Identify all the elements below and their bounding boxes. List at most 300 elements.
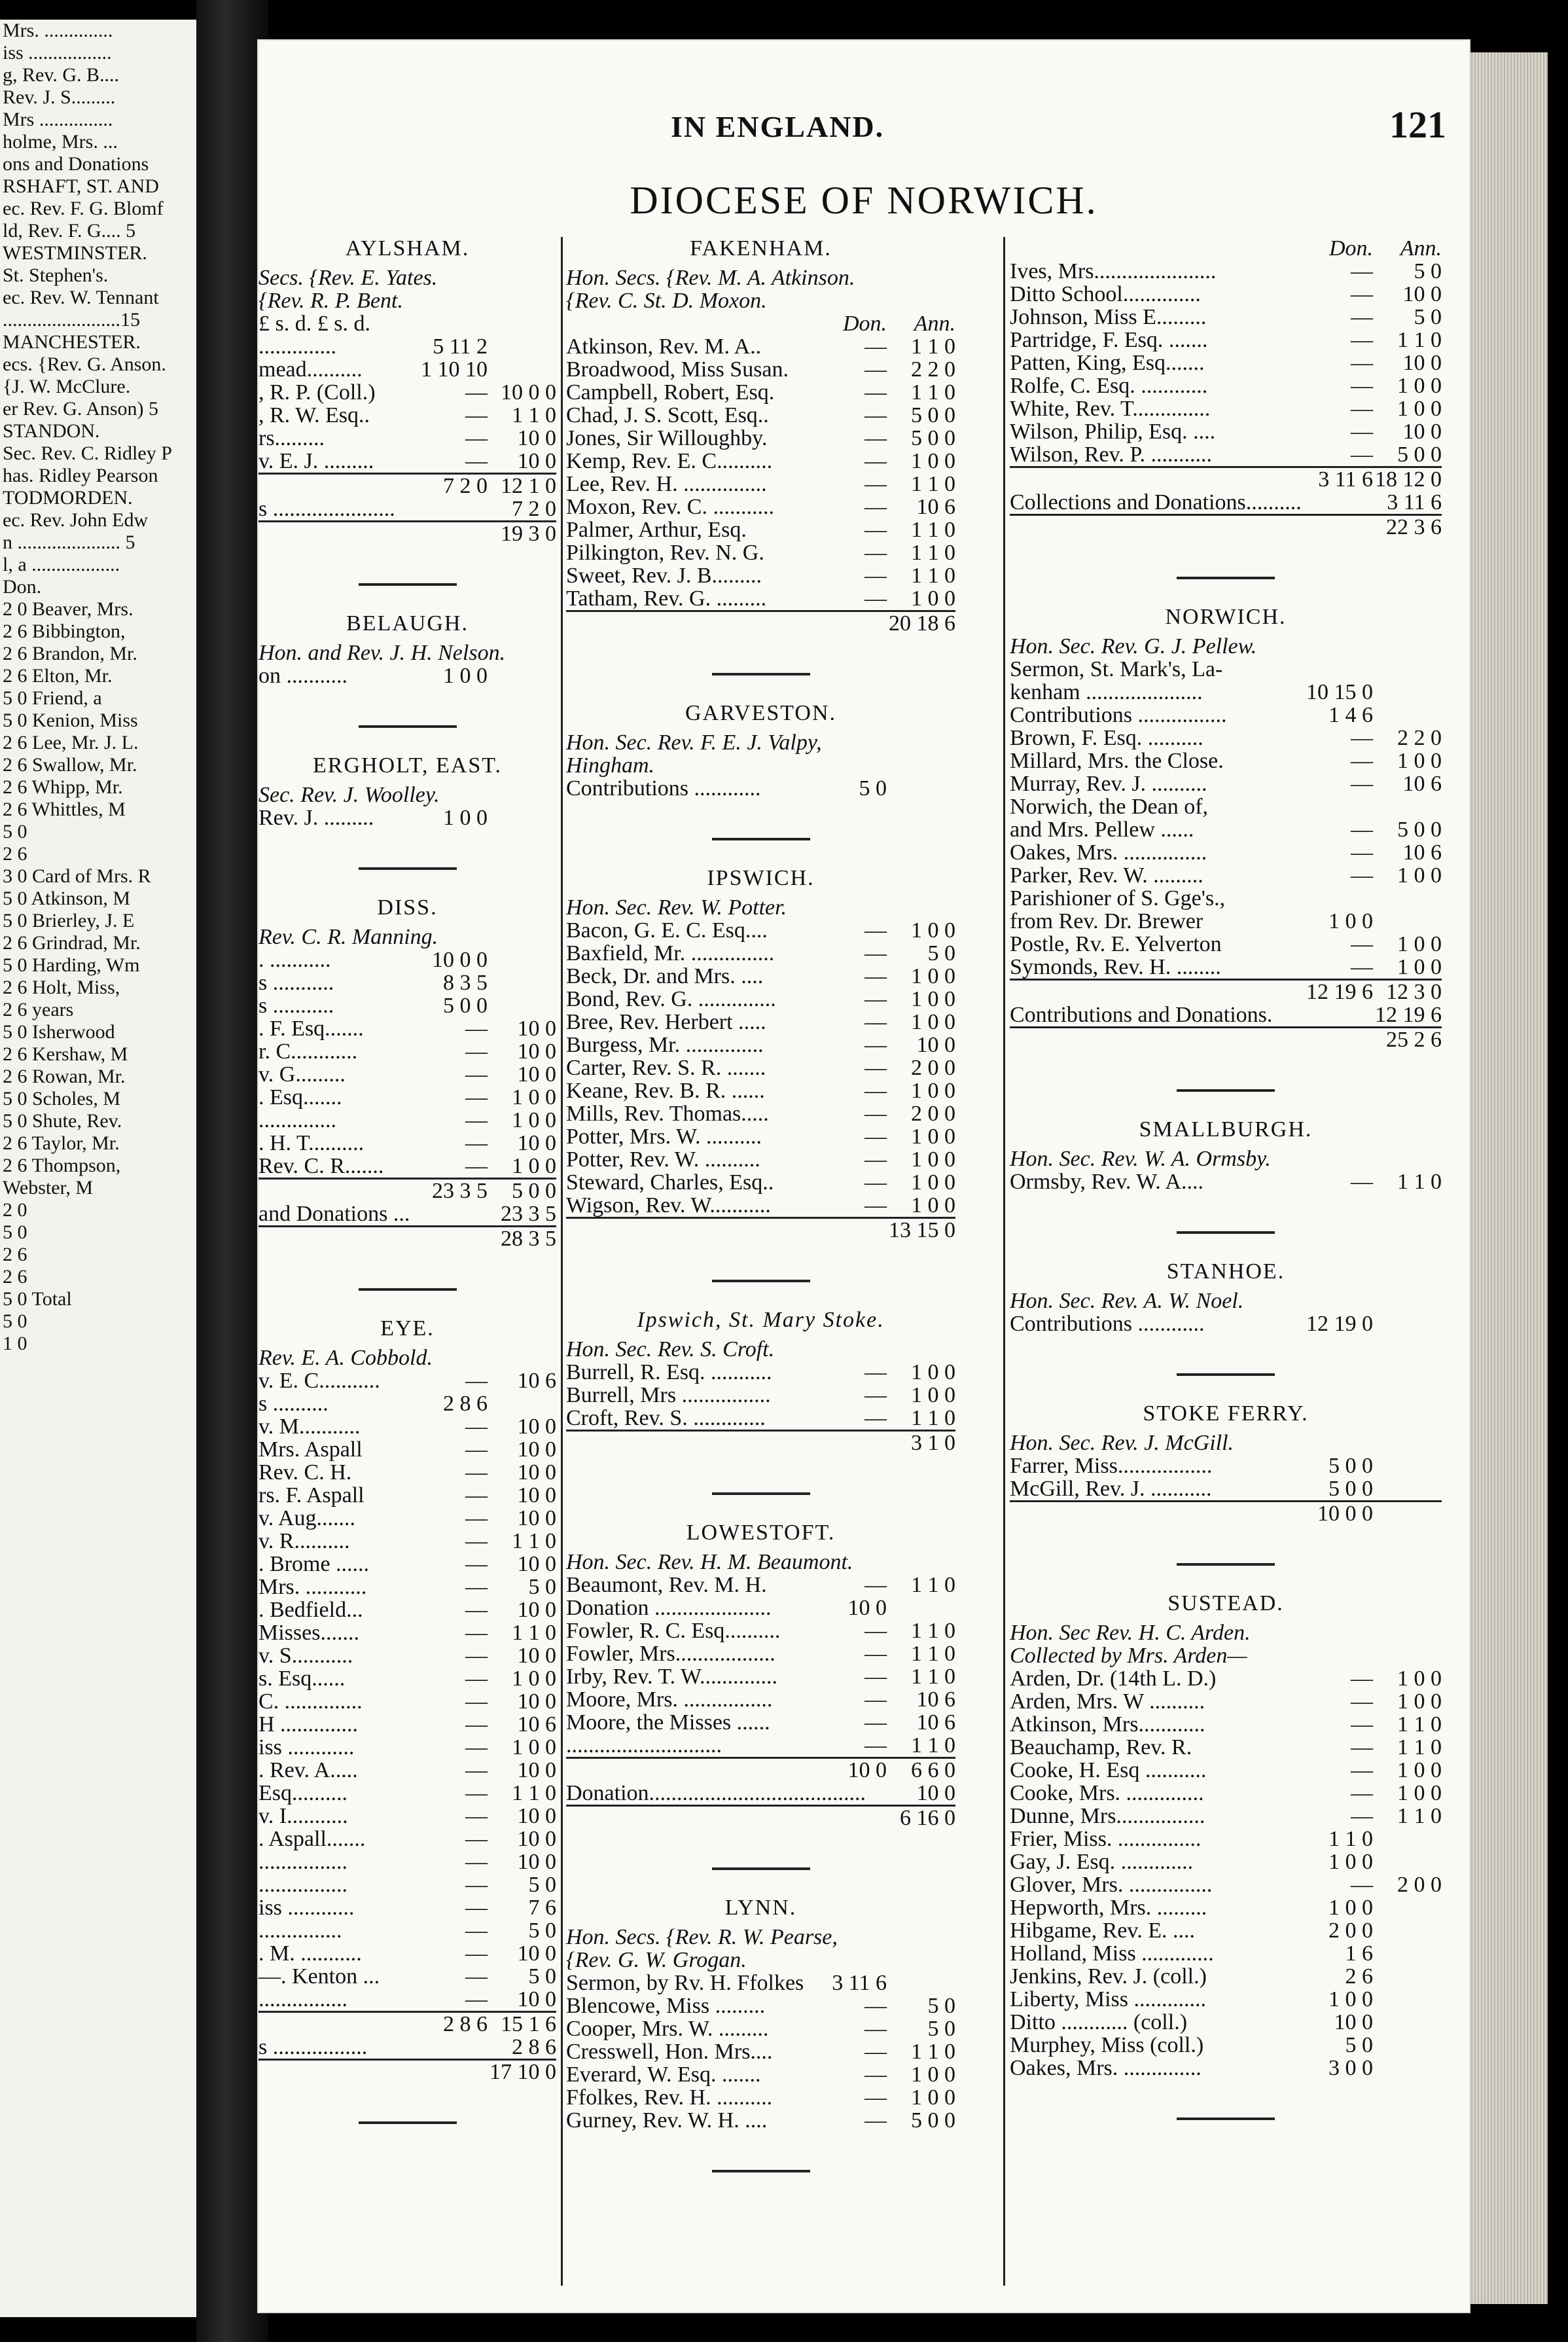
ann-header: Ann.	[1400, 236, 1442, 261]
subscriber-name: . ...........	[258, 948, 331, 972]
donation-value: 1 0 0	[1328, 1896, 1373, 1920]
subscription-row	[566, 2086, 955, 2109]
subscription-row	[258, 1690, 556, 1713]
diocese-title: DIOCESE OF NORWICH.	[630, 179, 1098, 222]
donation-value	[419, 2036, 488, 2059]
annual-value: 1 0 0	[911, 1147, 955, 1172]
subscription-row	[566, 2040, 955, 2063]
section-rule	[359, 1288, 457, 1291]
annual-value	[488, 948, 556, 971]
donation-value: 1 0 0	[1328, 1850, 1373, 1874]
donation-value: —	[864, 987, 887, 1011]
annual-value: 10 0	[517, 1689, 556, 1714]
annual-value: 10 0	[517, 1506, 556, 1530]
subscriber-name: Contributions and Donations.	[1010, 1003, 1273, 1027]
annual-value	[1373, 1896, 1442, 1919]
facing-page-line: 2 6	[3, 1266, 27, 1288]
subscription-row	[566, 1361, 955, 1384]
facing-page-line: holme, Mrs. ...	[3, 131, 118, 153]
annual-value	[1373, 1965, 1442, 1988]
section-rule	[1177, 577, 1275, 579]
annual-value: 10 0	[517, 1039, 556, 1064]
donation-value: —	[1351, 840, 1373, 865]
column-header-row	[1010, 237, 1442, 260]
subscriber-name: £ s. d. £ s. d.	[258, 312, 370, 336]
subscription-row	[1010, 420, 1442, 443]
donation-value: —	[1351, 1712, 1373, 1737]
annual-value: 2 8 6	[512, 2035, 556, 2059]
subscriber-name: r. C............	[258, 1039, 358, 1064]
donation-value: —	[864, 1125, 887, 1149]
annual-value: 23 3 5	[501, 1202, 556, 1226]
subscription-row	[258, 664, 556, 687]
donation-value: 12 19 0	[1306, 1312, 1373, 1336]
subscription-row	[566, 1734, 955, 1757]
honorary-secretary: {Rev. G. W. Grogan.	[566, 1948, 747, 1972]
annual-value	[1373, 1477, 1442, 1500]
column-rule	[1003, 237, 1005, 2286]
donation-value: —	[864, 472, 887, 496]
subscriber-name: Liberty, Miss .............	[1010, 1987, 1207, 2011]
facing-page-line: 2 6 Brandon, Mr.	[3, 643, 137, 664]
annual-value	[488, 312, 556, 335]
subscriber-name: Rolfe, C. Esq. ............	[1010, 374, 1208, 398]
annual-value: 2 0 0	[911, 1056, 955, 1080]
honorary-secretary: Collected by Mrs. Arden—	[1010, 1644, 1247, 1668]
annual-value	[1373, 2011, 1442, 2034]
subscription-row	[566, 965, 955, 988]
facing-page-line: 5 0 Total	[3, 1288, 72, 1310]
subscription-row	[258, 1415, 556, 1438]
parish-title: NORWICH.	[1165, 605, 1287, 629]
subscription-row	[1010, 491, 1442, 514]
subscription-row	[258, 1576, 556, 1598]
donation-value: —	[465, 1154, 488, 1178]
annual-value: 1 0 0	[1397, 1689, 1442, 1714]
subscriber-name	[1010, 1028, 1304, 1051]
donation-value: —	[465, 1131, 488, 1155]
donation-value: —	[465, 1644, 488, 1668]
donation-value	[1304, 887, 1373, 910]
subscription-row	[1010, 283, 1442, 306]
donation-value: 5 0	[859, 776, 887, 801]
subscriber-name: Gay, J. Esq. .............	[1010, 1850, 1194, 1874]
annual-value: 10 0	[517, 1941, 556, 1966]
subscriber-name	[566, 1807, 818, 1829]
donation-value: —	[465, 1598, 488, 1622]
annual-value: 1 1 0	[911, 1642, 955, 1666]
donation-value: 2 8 6	[443, 2012, 488, 2036]
subscriber-name: on ...........	[258, 664, 347, 688]
annual-value: 19 3 0	[501, 522, 556, 546]
section-rule	[359, 2121, 457, 2124]
annual-value: 10 0	[916, 1033, 955, 1057]
subscriber-name: Pilkington, Rev. N. G.	[566, 541, 764, 565]
annual-value: 1 1 0	[512, 1529, 556, 1553]
annual-value: 5 0	[927, 2017, 955, 2041]
donation-value: —	[864, 1573, 887, 1597]
section-rule	[1177, 1089, 1275, 1092]
subscriber-name: ..............	[258, 1108, 336, 1132]
annual-value: 1 1 0	[1397, 1804, 1442, 1828]
subscriber-name: v. Aug.......	[258, 1506, 355, 1530]
subscription-row	[258, 1553, 556, 1576]
subscriber-name: Parker, Rev. W. .........	[1010, 863, 1203, 888]
subscription-row	[566, 1384, 955, 1407]
donation-value: —	[864, 1193, 887, 1217]
subscription-row	[1010, 2034, 1442, 2057]
donation-value: —	[864, 495, 887, 519]
donation-value: —	[864, 1406, 887, 1430]
subscriber-name	[1010, 981, 1304, 1003]
subscription-row	[566, 1665, 955, 1688]
annual-value: 3 1 0	[911, 1431, 955, 1455]
facing-page-line: 2 6 Elton, Mr.	[3, 665, 113, 687]
donation-value: —	[864, 1994, 887, 2018]
subscriber-name: ................	[258, 1987, 347, 2011]
subscription-row	[258, 1109, 556, 1132]
subscriber-name: Jenkins, Rev. J. (coll.)	[1010, 1964, 1207, 1989]
donation-value: 10 0 0	[1317, 1502, 1373, 1526]
annual-value	[1373, 910, 1442, 933]
subscriber-name: Partridge, F. Esq. .......	[1010, 328, 1208, 352]
donation-value: 1 0 0	[1328, 909, 1373, 933]
donation-value	[419, 2061, 488, 2083]
subscriber-name: Chad, J. S. Scott, Esq..	[566, 403, 769, 427]
donation-value: 5 0 0	[1328, 1477, 1373, 1501]
facing-page-line: Rev. J. S.........	[3, 86, 116, 108]
subscriber-name: Bacon, G. E. C. Esq....	[566, 918, 768, 943]
donation-value	[818, 1432, 887, 1454]
facing-page-line: ........................15	[3, 309, 140, 331]
annual-value: 10 0	[517, 1804, 556, 1828]
parish-title: ERGHOLT, EAST.	[313, 753, 502, 778]
annual-value: 2 2 0	[1397, 726, 1442, 750]
donation-value: —	[1351, 259, 1373, 283]
section-rule	[712, 1492, 810, 1495]
facing-page-line: ecs. {Rev. G. Anson.	[3, 353, 166, 375]
subscription-row	[258, 1484, 556, 1507]
subscription-row	[566, 1430, 955, 1454]
annual-value	[1373, 704, 1442, 727]
annual-value: 10 0	[517, 1552, 556, 1576]
subscriber-name: Carter, Rev. S. R. .......	[566, 1056, 766, 1080]
subscriber-name: Gurney, Rev. W. H. ....	[566, 2108, 768, 2133]
subscription-row	[566, 427, 955, 450]
subscription-row	[258, 381, 556, 404]
subscriber-name: Cooke, Mrs. ..............	[1010, 1781, 1204, 1805]
subscriber-name: Wilson, Rev. P. ...........	[1010, 442, 1213, 467]
subscription-row	[258, 948, 556, 971]
subscription-row	[566, 1056, 955, 1079]
donation-value: —	[864, 2063, 887, 2087]
subscription-row	[566, 1619, 955, 1642]
subscription-row	[566, 1171, 955, 1194]
facing-page-line: 2 6	[3, 843, 27, 865]
subscriber-name: . Esq.......	[258, 1085, 342, 1109]
subscriber-name: v. G.........	[258, 1062, 346, 1087]
subscriber-name: Blencowe, Miss .........	[566, 1994, 766, 2018]
subscription-row	[258, 1965, 556, 1988]
honorary-secretary: {Rev. C. St. D. Moxon.	[566, 289, 767, 313]
subscription-row	[258, 1873, 556, 1896]
donation-value: —	[864, 918, 887, 943]
donation-value: —	[1351, 1781, 1373, 1805]
donation-value: —	[465, 1689, 488, 1714]
annual-value: 20 18 6	[889, 611, 955, 636]
donation-value: —	[864, 403, 887, 427]
subscriber-name: Ditto School..............	[1010, 282, 1201, 306]
subscription-row	[1010, 1026, 1442, 1051]
subscriber-name: Frier, Miss. ...............	[1010, 1827, 1202, 1851]
facing-page-line: g, Rev. G. B....	[3, 64, 120, 86]
subscriber-name: Bree, Rev. Herbert .....	[566, 1010, 766, 1034]
annual-value: 1 0 0	[911, 2063, 955, 2087]
annual-value	[1373, 887, 1442, 910]
subscriber-name: , R. P. (Coll.)	[258, 380, 376, 405]
facing-page-line: {J. W. McClure.	[3, 376, 131, 397]
subscriber-name: Keane, Rev. B. R. ......	[566, 1079, 765, 1103]
donation-value	[419, 497, 488, 520]
annual-value: 1 1 0	[1397, 1170, 1442, 1194]
subscriber-name: Hibgame, Rev. E. ....	[1010, 1919, 1195, 1943]
subscriber-name: Millard, Mrs. the Close.	[1010, 749, 1224, 773]
annual-value: 10 0	[517, 1758, 556, 1782]
facing-page-line: 2 6 Whipp, Mr.	[3, 776, 123, 798]
subscription-row	[566, 1805, 955, 1829]
section-rule	[359, 867, 457, 870]
annual-value: 5 0 0	[911, 403, 955, 427]
facing-page-line: iss .................	[3, 42, 112, 63]
column-1	[258, 237, 556, 2150]
facing-page-line: ld, Rev. F. G.... 5	[3, 220, 136, 242]
parish-title: EYE.	[380, 1316, 435, 1341]
subscription-row	[566, 1757, 955, 1782]
annual-value: 10 0	[517, 1017, 556, 1041]
donation-value: —	[864, 426, 887, 450]
annual-value	[1373, 1454, 1442, 1477]
subscriber-name	[1010, 468, 1304, 491]
subscriber-name: iss ............	[258, 1896, 355, 1920]
annual-value	[488, 806, 556, 829]
subscription-row	[566, 919, 955, 942]
subscription-row	[258, 1782, 556, 1805]
subscription-row	[258, 2059, 556, 2083]
subscriber-name: Ives, Mrs......................	[1010, 259, 1217, 283]
subscriber-name: from Rev. Dr. Brewer	[1010, 909, 1203, 933]
donation-value	[818, 1219, 887, 1242]
annual-value: 6 16 0	[900, 1806, 955, 1830]
donation-value: —	[465, 449, 488, 473]
honorary-secretary: Hon. Sec. Rev. W. A. Ormsby.	[1010, 1147, 1271, 1171]
annual-value: 17 10 0	[490, 2060, 556, 2084]
donation-value: —	[465, 1873, 488, 1897]
subscriber-name: ...............	[258, 1919, 342, 1943]
subscriber-name: Mrs. Aspall	[258, 1437, 363, 1462]
column-3	[1010, 237, 1442, 2146]
subscriber-name: rs. F. Aspall	[258, 1483, 365, 1507]
subscriber-name: . Brome ......	[258, 1552, 370, 1576]
subscription-row	[566, 1596, 955, 1619]
subscriber-name: White, Rev. T..............	[1010, 397, 1211, 421]
annual-value: 10 6	[517, 1369, 556, 1393]
subscription-row	[1010, 727, 1442, 749]
subscription-row	[258, 1621, 556, 1644]
annual-value: 10 0	[517, 1414, 556, 1439]
annual-value: 1 1 0	[911, 1573, 955, 1597]
subscriber-name: Mrs. ...........	[258, 1575, 367, 1599]
subscriber-name: Rev. J. .........	[258, 806, 374, 830]
subscription-row	[566, 942, 955, 965]
annual-value: 12 1 0	[501, 474, 556, 498]
annual-value: 12 3 0	[1386, 980, 1442, 1004]
subscriber-name: and Mrs. Pellew ......	[1010, 818, 1194, 842]
annual-value: 1 0 0	[911, 1383, 955, 1407]
subscription-row	[258, 1178, 556, 1202]
subscriber-name: Arden, Dr. (14th L. D.)	[1010, 1666, 1217, 1691]
facing-page-line: St. Stephen's.	[3, 264, 109, 286]
subscriber-name: kenham .....................	[1010, 680, 1203, 704]
annual-value	[887, 1972, 955, 1994]
subscription-row	[566, 1125, 955, 1148]
annual-value: 1 0 0	[1397, 932, 1442, 956]
subscription-row	[1010, 1965, 1442, 1988]
subscription-row	[1010, 704, 1442, 727]
facing-page-line: l, a ..................	[3, 554, 120, 575]
annual-value: 12 19 6	[1375, 1003, 1442, 1027]
parish-section	[258, 1317, 556, 2083]
donation-value: —	[864, 1360, 887, 1384]
facing-page-line: 2 6	[3, 1244, 27, 1265]
donation-value: 5 0	[1345, 2033, 1373, 2057]
annual-value: 10 0	[1402, 282, 1442, 306]
subscription-row	[258, 497, 556, 520]
donation-value	[1304, 491, 1373, 514]
donation-value: —	[1351, 749, 1373, 773]
subscriber-name: Potter, Rev. W. ..........	[566, 1147, 760, 1172]
subscription-row	[1010, 658, 1442, 681]
subscription-row	[1010, 260, 1442, 283]
column-2	[566, 237, 955, 2199]
subscription-row	[258, 1896, 556, 1919]
annual-value: 10 0	[517, 1131, 556, 1155]
subscriber-name: s ......................	[258, 497, 395, 521]
donation-value: —	[1351, 772, 1373, 796]
annual-value: 1 0 0	[911, 449, 955, 473]
donation-value: —	[1351, 442, 1373, 467]
subscription-row	[258, 1942, 556, 1965]
facing-page-line: 2 6 Swallow, Mr.	[3, 754, 137, 776]
section-rule	[1177, 1373, 1275, 1376]
subscriber-name: ..............	[258, 334, 336, 359]
parish-section	[1010, 1402, 1442, 1525]
honorary-secretary: Rev. E. A. Cobbold.	[258, 1346, 433, 1370]
facing-page-line: Don.	[3, 576, 42, 598]
parish-title: STANHOE.	[1166, 1259, 1285, 1284]
parish-section	[566, 702, 955, 800]
facing-page-line: 3 0 Card of Mrs. R	[3, 865, 151, 887]
ann-header: Ann.	[914, 312, 955, 336]
subscription-row	[1010, 910, 1442, 933]
donation-value: 10 15 0	[1306, 680, 1373, 704]
donation-value: —	[465, 1039, 488, 1064]
donation-value: 3 0 0	[1328, 2056, 1373, 2080]
donation-value: —	[465, 1919, 488, 1943]
honorary-secretary: Hon. and Rev. J. H. Nelson.	[258, 641, 506, 665]
subscriber-name: Sermon, St. Mark's, La-	[1010, 657, 1223, 681]
subscription-row	[258, 358, 556, 381]
subscription-row	[258, 1530, 556, 1553]
subscriber-name: Symonds, Rev. H. ........	[1010, 955, 1221, 979]
spacer	[1010, 237, 1304, 260]
facing-page-line: TODMORDEN.	[3, 487, 133, 509]
subscription-row	[1010, 397, 1442, 420]
donation-value: 10 0	[1334, 2010, 1373, 2034]
subscription-row	[258, 335, 556, 358]
facing-page-line: 5 0 Scholes, M	[3, 1088, 120, 1109]
parish-title: Ipswich, St. Mary Stoke.	[637, 1308, 885, 1332]
subscription-row	[566, 1782, 955, 1805]
annual-value: 1 1 0	[911, 1406, 955, 1430]
subscriber-name: Palmer, Arthur, Esq.	[566, 518, 747, 542]
donation-value: 10 0	[847, 1758, 887, 1782]
subscription-row	[258, 404, 556, 427]
facing-page-line: 5 0 Friend, a	[3, 687, 102, 709]
subscriber-name	[566, 612, 818, 635]
subscriber-name	[1010, 516, 1304, 539]
subscriber-name: Donation.......................................	[566, 1781, 866, 1805]
donation-value: —	[864, 2108, 887, 2133]
donation-value: —	[1351, 932, 1373, 956]
subscription-row	[1010, 1782, 1442, 1805]
subscription-row	[566, 1711, 955, 1734]
subscriber-name: Rev. C. R.......	[258, 1154, 384, 1178]
section-rule	[712, 1867, 810, 1870]
subscriber-name: . Bedfield...	[258, 1598, 363, 1622]
donation-value: —	[465, 1850, 488, 1874]
subscriber-name: Murphey, Miss (coll.)	[1010, 2033, 1204, 2057]
annual-value: 3 11 6	[1387, 490, 1442, 514]
annual-value: 10 0	[517, 449, 556, 473]
subscriber-name: Burgess, Mr. ..............	[566, 1033, 764, 1057]
subscription-row	[258, 1155, 556, 1178]
subscriber-name: ................	[258, 1850, 347, 1874]
annual-value	[1373, 1312, 1442, 1335]
subscriber-name: s .................	[258, 2035, 368, 2059]
subscriber-name	[566, 1759, 818, 1782]
donation-value	[419, 1227, 488, 1250]
honorary-secretary: Hon. Sec. Rev. F. E. J. Valpy,	[566, 730, 822, 755]
subscriber-name: Cooke, H. Esq ...........	[1010, 1758, 1207, 1782]
annual-value: 10 0 0	[501, 380, 556, 405]
parish-section	[566, 1308, 955, 1454]
annual-value: 1 0 0	[1397, 1666, 1442, 1691]
parish-section	[258, 754, 556, 829]
annual-value: 1 0 0	[512, 1085, 556, 1109]
honorary-secretary: {Rev. R. P. Bent.	[258, 289, 403, 313]
parish-title: STOKE FERRY.	[1143, 1401, 1309, 1426]
subscription-row	[566, 610, 955, 635]
subscription-row	[566, 1011, 955, 1034]
subscription-row	[258, 312, 556, 335]
subscription-row	[1010, 818, 1442, 841]
subscription-row	[566, 495, 955, 518]
section-rule	[1177, 1231, 1275, 1234]
subscriber-name: v. R..........	[258, 1529, 350, 1553]
subscription-row	[566, 404, 955, 427]
facing-page-line: 2 6 Lee, Mr. J. L.	[3, 732, 139, 753]
annual-value: 1 0 0	[512, 1154, 556, 1178]
